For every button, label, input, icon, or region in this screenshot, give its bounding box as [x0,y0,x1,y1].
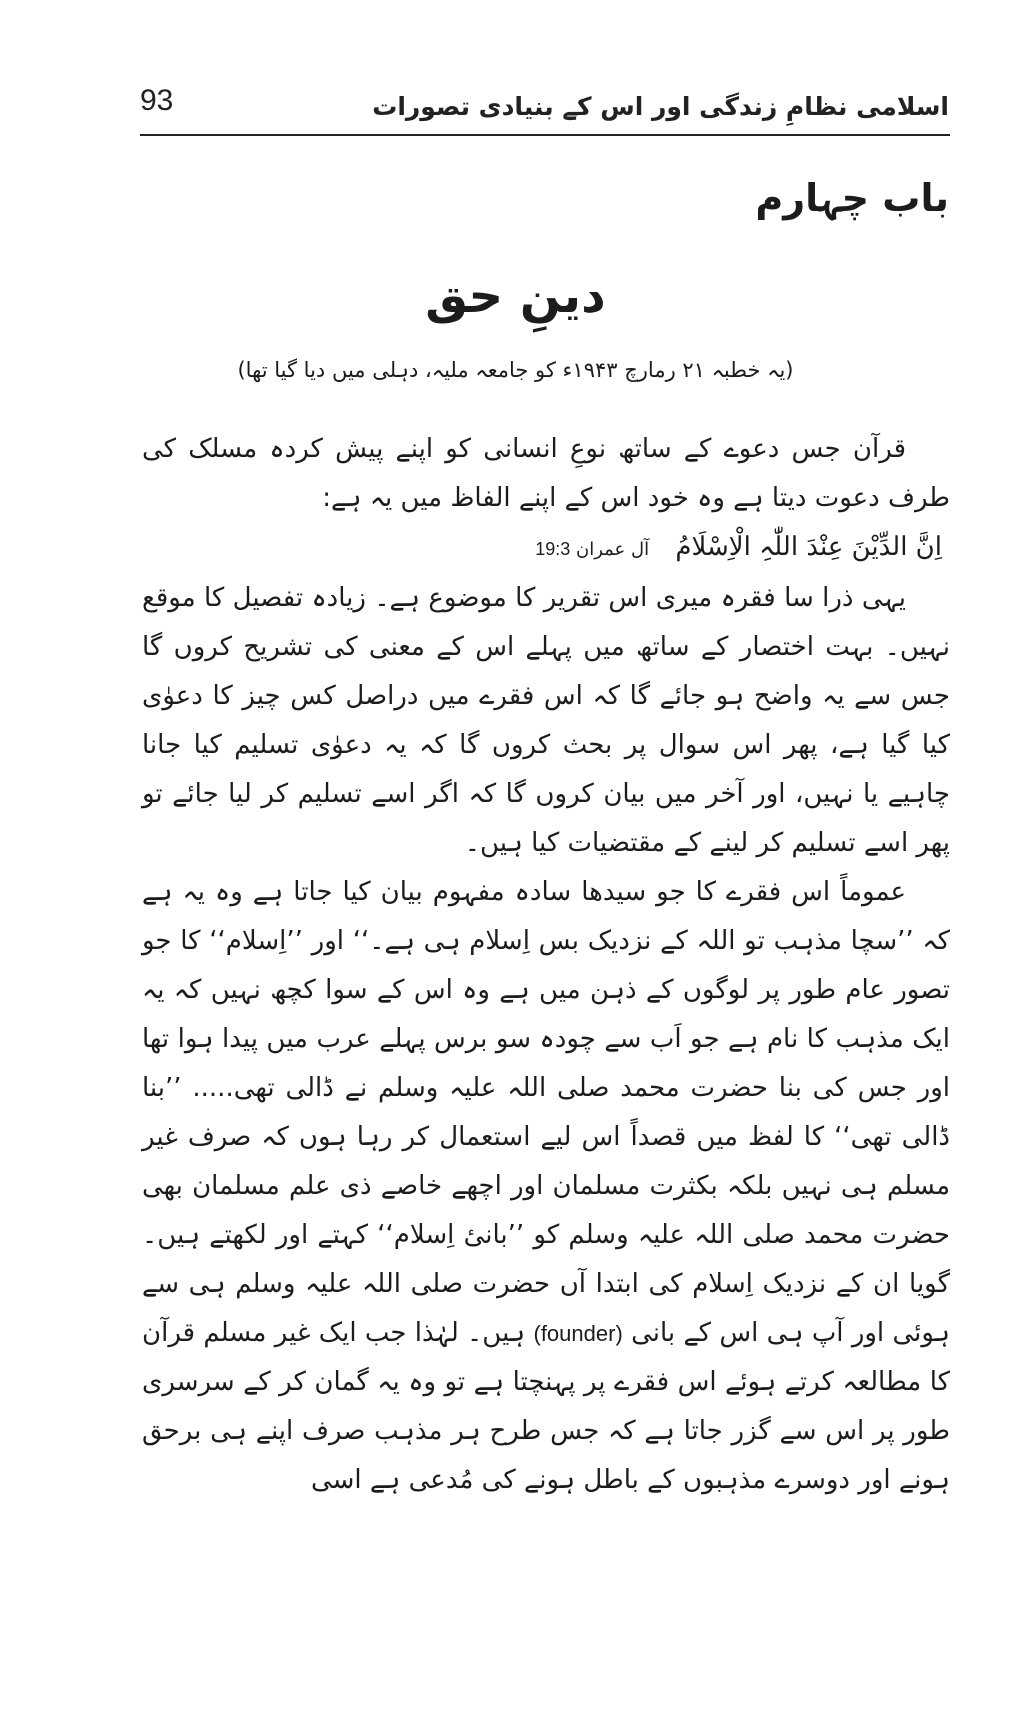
quran-verse-line [142,523,950,574]
paragraph-1: قرآن جس دعوے کے ساتھ نوعِ انسانی کو اپنے پیش کردہ مسلک کی طرف دعوت دیتا ہے وہ خود اس کے اپنے الفاظ میں یہ ہے: [142,434,950,513]
paragraph-3-part-2: ہیں۔ لہٰذا جب ایک غیر مسلم قرآن کا مطالعہ کرتے ہوئے اس فقرے پر پہنچتا ہے تو وہ یہ گمان کر کے سرسری طور پر اس سے گزر جاتا ہے کہ جس طرح ہر مذہب صرف اپنے ہی برحق ہونے اور دوسرے مذہبوں کے باطل ہونے کی مُدعی ہے اسی [142,1318,950,1495]
header-rule [140,134,950,136]
paragraph-3 [142,868,950,1505]
verse-reference [535,539,649,560]
body-text [142,425,950,1505]
founder-term: (founder) [533,1321,623,1346]
chapter-title: دینِ حق [425,268,606,324]
running-head-title: اسلامی نظامِ زندگی اور اس کے بنیادی تصورات [372,92,949,121]
quran-verse: اِنَّ الدِّیْنَ عِنْدَ اللّٰہِ الْاِسْلَامُ [675,532,942,562]
chapter-label: باب چہارم [755,176,949,220]
paragraph-3-part-1: عموماً اس فقرے کا جو سیدھا سادہ مفہوم بیان کیا جاتا ہے وہ یہ ہے کہ ’’سچا مذہب تو اللہ کے نزدیک بس اِسلام ہی ہے۔‘‘ اور ’’اِسلام‘‘ کا جو تصور عام طور پر لوگوں کے ذہن میں ہے وہ اس کے سوا کچھ نہیں کہ یہ ایک مذہب کا نام ہے جو اَب سے چودہ سو برس پہلے عرب میں پیدا ہوا تھا اور جس کی بنا حضرت محمد صلی اللہ علیہ وسلم نے ڈالی تھی..... ’’بنا ڈالی تھی‘‘ کا لفظ میں قصداً اس لیے استعمال کر رہا ہوں کہ صرف غیر مسلم ہی نہیں بلکہ بکثرت مسلمان اور اچھے خاصے ذی علم مسلمان بھی حضرت محمد صلی اللہ علیہ وسلم کو ’’بانیٔ اِسلام‘‘ کہتے اور لکھتے ہیں۔ گویا ان کے نزدیک اِسلام کی ابتدا آں حضرت صلی اللہ علیہ وسلم ہی سے ہوئی اور آپ ہی اس کے بانی [142,877,951,1348]
verse-surah: آل عمران [575,539,650,560]
page-number: 93 [140,84,174,117]
chapter-note: (یہ خطبہ ۲۱ رمارچ ۱۹۴۳ء کو جامعہ ملیہ، دہلی میں دیا گیا تھا) [237,358,794,382]
verse-number: 19:3 [535,539,571,559]
paragraph-2: یہی ذرا سا فقرہ میری اس تقریر کا موضوع ہے۔ زیادہ تفصیل کا موقع نہیں۔ بہت اختصار کے ساتھ میں پہلے اس کے معنی کی تشریح کروں گا جس سے یہ واضح ہو جائے گا کہ اس فقرے میں دراصل کس چیز کا دعوٰی کیا گیا ہے، پھر اس سوال پر بحث کروں گا کہ یہ دعوٰی تسلیم کیا جانا چاہیے یا نہیں، اور آخر میں بیان کروں گا کہ اگر اسے تسلیم کر لیا جائے تو پھر اسے تسلیم کر لینے کے مقتضیات کیا ہیں۔ [142,583,950,858]
